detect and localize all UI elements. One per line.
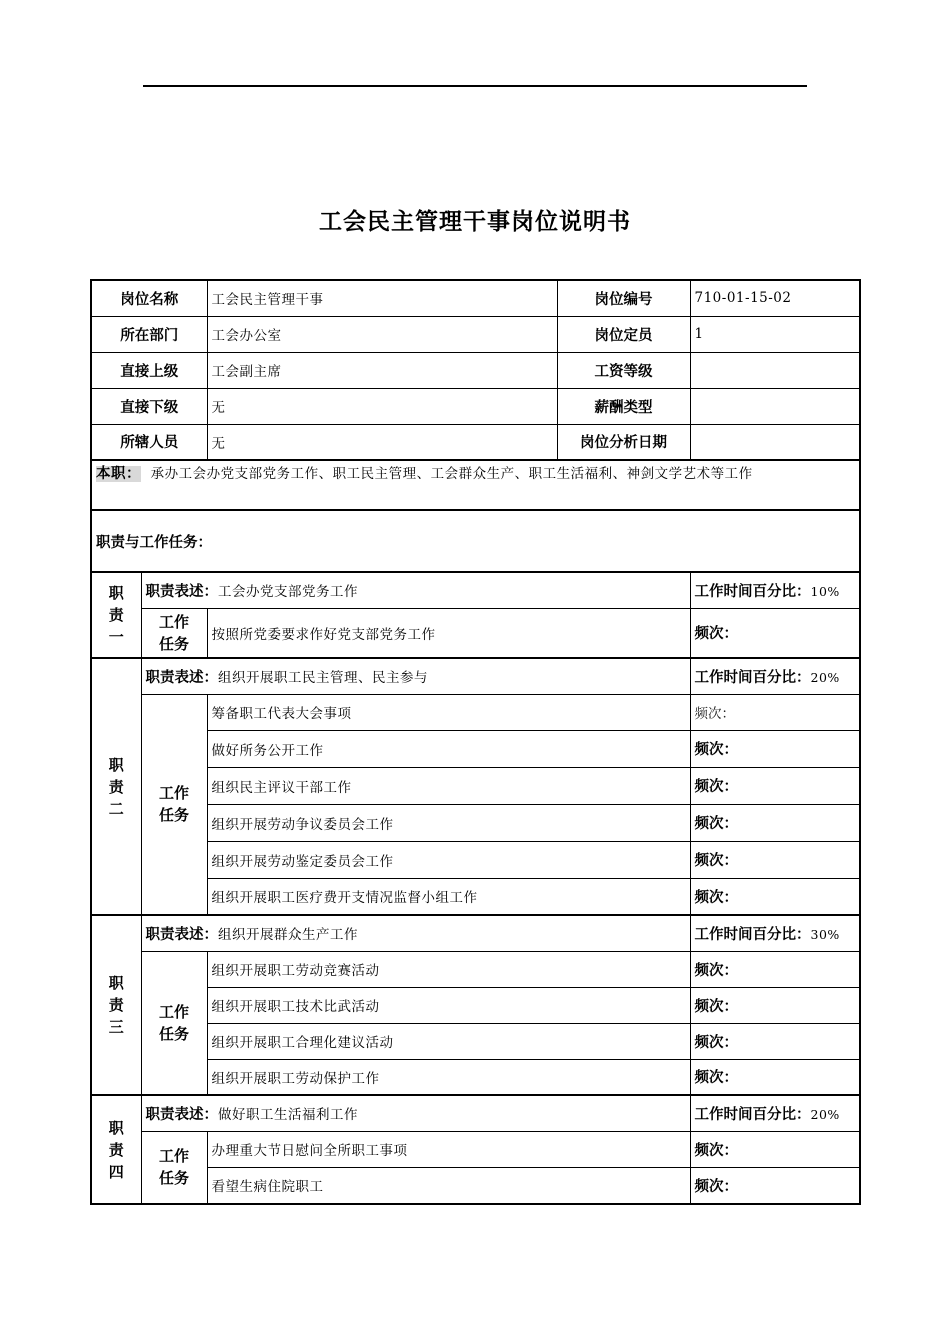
info-row (91, 388, 860, 424)
subordinate-value: 无 (207, 388, 557, 424)
frequency: 频次： (690, 1167, 860, 1204)
description-label: 职责表述： (145, 669, 218, 686)
task-row (91, 608, 860, 658)
task-item: 办理重大节日慰问全所职工事项 (207, 1131, 690, 1167)
task-row (91, 1059, 860, 1095)
frequency: 频次： (690, 878, 860, 915)
duty-percentage (690, 658, 860, 694)
task-label (141, 608, 207, 658)
task-row (91, 767, 860, 804)
duty-description (141, 572, 690, 608)
task-row (91, 1167, 860, 1204)
subordinate-label: 直接下级 (91, 388, 207, 424)
percentage-label: 工作时间百分比： (694, 583, 811, 600)
summary-cell (91, 460, 860, 510)
frequency: 频次： (690, 1023, 860, 1059)
duty-description (141, 1095, 690, 1131)
task-row (91, 951, 860, 987)
percentage-value: 20% (810, 669, 840, 685)
task-item: 组织开展职工劳动保护工作 (207, 1059, 690, 1095)
document-title: 工会民主管理干事岗位说明书 (319, 209, 631, 235)
duties-header: 职责与工作任务： (91, 510, 860, 572)
department-value: 工会办公室 (207, 316, 557, 352)
frequency: 频次： (690, 804, 860, 841)
task-row (91, 878, 860, 915)
frequency: 频次： (690, 608, 860, 658)
analysis-date-label: 岗位分析日期 (557, 424, 690, 460)
position-code-label: 岗位编号 (557, 280, 690, 316)
info-row (91, 280, 860, 316)
description-label: 职责表述： (145, 583, 218, 600)
duty-description (141, 658, 690, 694)
duty-description-row (91, 915, 860, 951)
frequency: 频次： (690, 1059, 860, 1095)
duty-description (141, 915, 690, 951)
task-row (91, 1131, 860, 1167)
task-row (91, 730, 860, 767)
frequency: 频次： (690, 987, 860, 1023)
duty-label (91, 1095, 141, 1204)
info-row (91, 316, 860, 352)
duty-3-label: 职责三 (108, 974, 124, 1036)
duty-label (91, 915, 141, 1095)
frequency: 频次： (690, 694, 860, 730)
salary-grade-label: 工资等级 (557, 352, 690, 388)
percentage-value: 30% (810, 926, 840, 942)
task-row (91, 987, 860, 1023)
summary-row (91, 460, 860, 510)
task-label-text: 工作任务 (158, 784, 189, 825)
analysis-date-value (690, 424, 860, 460)
description-text: 做好职工生活福利工作 (218, 1106, 358, 1123)
info-row (91, 424, 860, 460)
duty-4-label: 职责四 (108, 1118, 124, 1181)
task-label (141, 951, 207, 1095)
duty-percentage (690, 572, 860, 608)
task-item: 看望生病住院职工 (207, 1167, 690, 1204)
task-item: 组织民主评议干部工作 (207, 767, 690, 804)
position-name-value: 工会民主管理干事 (207, 280, 557, 316)
duties-header-row (91, 510, 860, 572)
duty-percentage (690, 915, 860, 951)
duty-description-row (91, 658, 860, 694)
frequency: 频次： (690, 951, 860, 987)
frequency: 频次： (690, 841, 860, 878)
task-item: 按照所党委要求作好党支部党务工作 (207, 608, 690, 658)
position-code-value: 710-01-15-02 (690, 280, 860, 316)
frequency: 频次： (690, 767, 860, 804)
duty-2-label: 职责二 (108, 755, 124, 818)
task-item: 组织开展职工医疗费开支情况监督小组工作 (207, 878, 690, 915)
duty-description-row (91, 1095, 860, 1131)
description-text: 组织开展群众生产工作 (218, 926, 358, 943)
description-text: 组织开展职工民主管理、民主参与 (218, 669, 428, 686)
duty-label (91, 572, 141, 658)
frequency: 频次： (690, 730, 860, 767)
summary-text: 承办工会办党支部党务工作、职工民主管理、工会群众生产、职工生活福利、神剑文学艺术等工作 (150, 466, 753, 482)
headcount-value: 1 (690, 316, 860, 352)
task-label-text: 工作任务 (158, 1002, 189, 1043)
header-rule (143, 85, 807, 87)
task-row (91, 804, 860, 841)
position-name-label: 岗位名称 (91, 280, 207, 316)
frequency: 频次： (690, 1131, 860, 1167)
task-item: 组织开展劳动争议委员会工作 (207, 804, 690, 841)
description-text: 工会办党支部党务工作 (218, 583, 358, 600)
percentage-label: 工作时间百分比： (694, 1106, 811, 1123)
task-row (91, 694, 860, 730)
percentage-label: 工作时间百分比： (694, 669, 811, 686)
headcount-label: 岗位定员 (557, 316, 690, 352)
superior-value: 工会副主席 (207, 352, 557, 388)
percentage-value: 20% (810, 1106, 840, 1122)
salary-grade-value (690, 352, 860, 388)
description-label: 职责表述： (145, 1106, 218, 1123)
task-label-text: 工作任务 (158, 1147, 189, 1188)
task-label (141, 1131, 207, 1204)
task-item: 组织开展职工技术比武活动 (207, 987, 690, 1023)
task-item: 组织开展劳动鉴定委员会工作 (207, 841, 690, 878)
info-row (91, 352, 860, 388)
task-item: 组织开展职工合理化建议活动 (207, 1023, 690, 1059)
job-description-table (90, 279, 861, 1205)
task-row (91, 841, 860, 878)
task-label (141, 694, 207, 915)
staff-value: 无 (207, 424, 557, 460)
task-item: 做好所务公开工作 (207, 730, 690, 767)
pay-type-label: 薪酬类型 (557, 388, 690, 424)
duty-description-row (91, 572, 860, 608)
staff-label: 所辖人员 (91, 424, 207, 460)
percentage-label: 工作时间百分比： (694, 926, 811, 943)
task-item: 筹备职工代表大会事项 (207, 694, 690, 730)
pay-type-value (690, 388, 860, 424)
task-row (91, 1023, 860, 1059)
summary-label: 本职： (96, 466, 141, 482)
task-item: 组织开展职工劳动竞赛活动 (207, 951, 690, 987)
task-label-text: 工作任务 (158, 612, 189, 653)
duty-percentage (690, 1095, 860, 1131)
superior-label: 直接上级 (91, 352, 207, 388)
duty-label (91, 658, 141, 915)
description-label: 职责表述： (145, 926, 218, 943)
duty-1-label: 职责一 (108, 584, 124, 646)
percentage-value: 10% (810, 583, 840, 599)
department-label: 所在部门 (91, 316, 207, 352)
